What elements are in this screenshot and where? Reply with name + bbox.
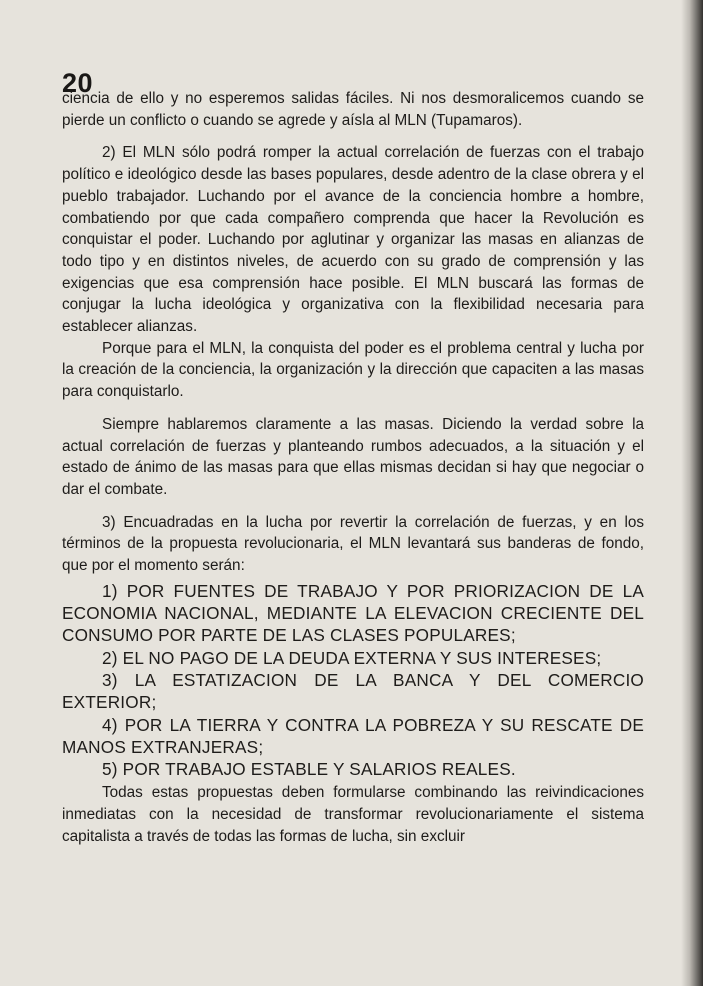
paragraph-continuation: ciencia de ello y no esperemos salidas fáciles. Ni nos desmoralicemos cuando se pierde un conflicto o cuando se agrede y aísla al MLN (Tupamaros).: [62, 90, 644, 129]
bandera-item-5: 5) POR TRABAJO ESTABLE Y SALARIOS REALES.: [102, 759, 516, 780]
bandera-item-1: 1) POR FUENTES DE TRABAJO Y POR PRIORIZACION DE LA ECONOMIA NACIONAL, MEDIANTE LA ELEVACION CRECIENTE DEL CONSUMO POR PARTE DE LAS CLASES POPULARES;: [62, 580, 644, 646]
paragraph-point-2: 2) El MLN sólo podrá romper la actual correlación de fuerzas con el trabajo político e ideológico desde las bases populares, desde adentro de la clase obrera y el pueblo trabajador. Luchando por el avance de la conciencia hombre a hombre, combatiendo por que cada compañero comprenda que hacer la Revolución es conquistar el poder. Luchando por aglutinar y organizar las masas en alianzas de todo tipo y en distintos niveles, de acuerdo con su grado de comprensión y las exigencias que esa comprensión hace posible. El MLN buscará las formas de conjugar la lucha ideológica y organizativa con la flexibilidad necesaria para establecer alianzas.: [62, 144, 644, 336]
book-spine-shadow: [681, 0, 703, 986]
paragraph-conquista-poder: Porque para el MLN, la conquista del poder es el problema central y lucha por la creación de la conciencia, la organización y la dirección que capaciten a las masas para conquistarlo.: [62, 339, 644, 401]
body-text: [62, 88, 644, 848]
paragraph-point-3: 3) Encuadradas en la lucha por revertir la correlación de fuerzas, y en los términos de la propuesta revolucionaria, el MLN levantará sus banderas de fondo, que por el momento serán:: [62, 513, 644, 575]
paragraph-hablar-masas: Siempre hablaremos claramente a las masas. Diciendo la verdad sobre la actual correlación de fuerzas y planteando rumbos adecuados, a la situación y el estado de ánimo de las masas para que ellas mismas decidan si hay que negociar o dar el combate.: [62, 415, 644, 498]
banderas-list: [62, 580, 644, 781]
page-number: 20: [62, 68, 94, 98]
bandera-item-2: 2) EL NO PAGO DE LA DEUDA EXTERNA Y SUS INTERESES;: [102, 647, 602, 668]
bandera-item-3: 3) LA ESTATIZACION DE LA BANCA Y DEL COMERCIO EXTERIOR;: [62, 669, 644, 713]
bandera-item-4: 4) POR LA TIERRA Y CONTRA LA POBREZA Y SU RESCATE DE MANOS EXTRANJERAS;: [62, 714, 644, 757]
paragraph-closing: Todas estas propuestas deben formularse combinando las reivindicaciones inmediatas con la necesidad de transformar revolucionariamente el sistema capitalista a través de todas las formas de lucha, sin excluir: [62, 784, 644, 845]
